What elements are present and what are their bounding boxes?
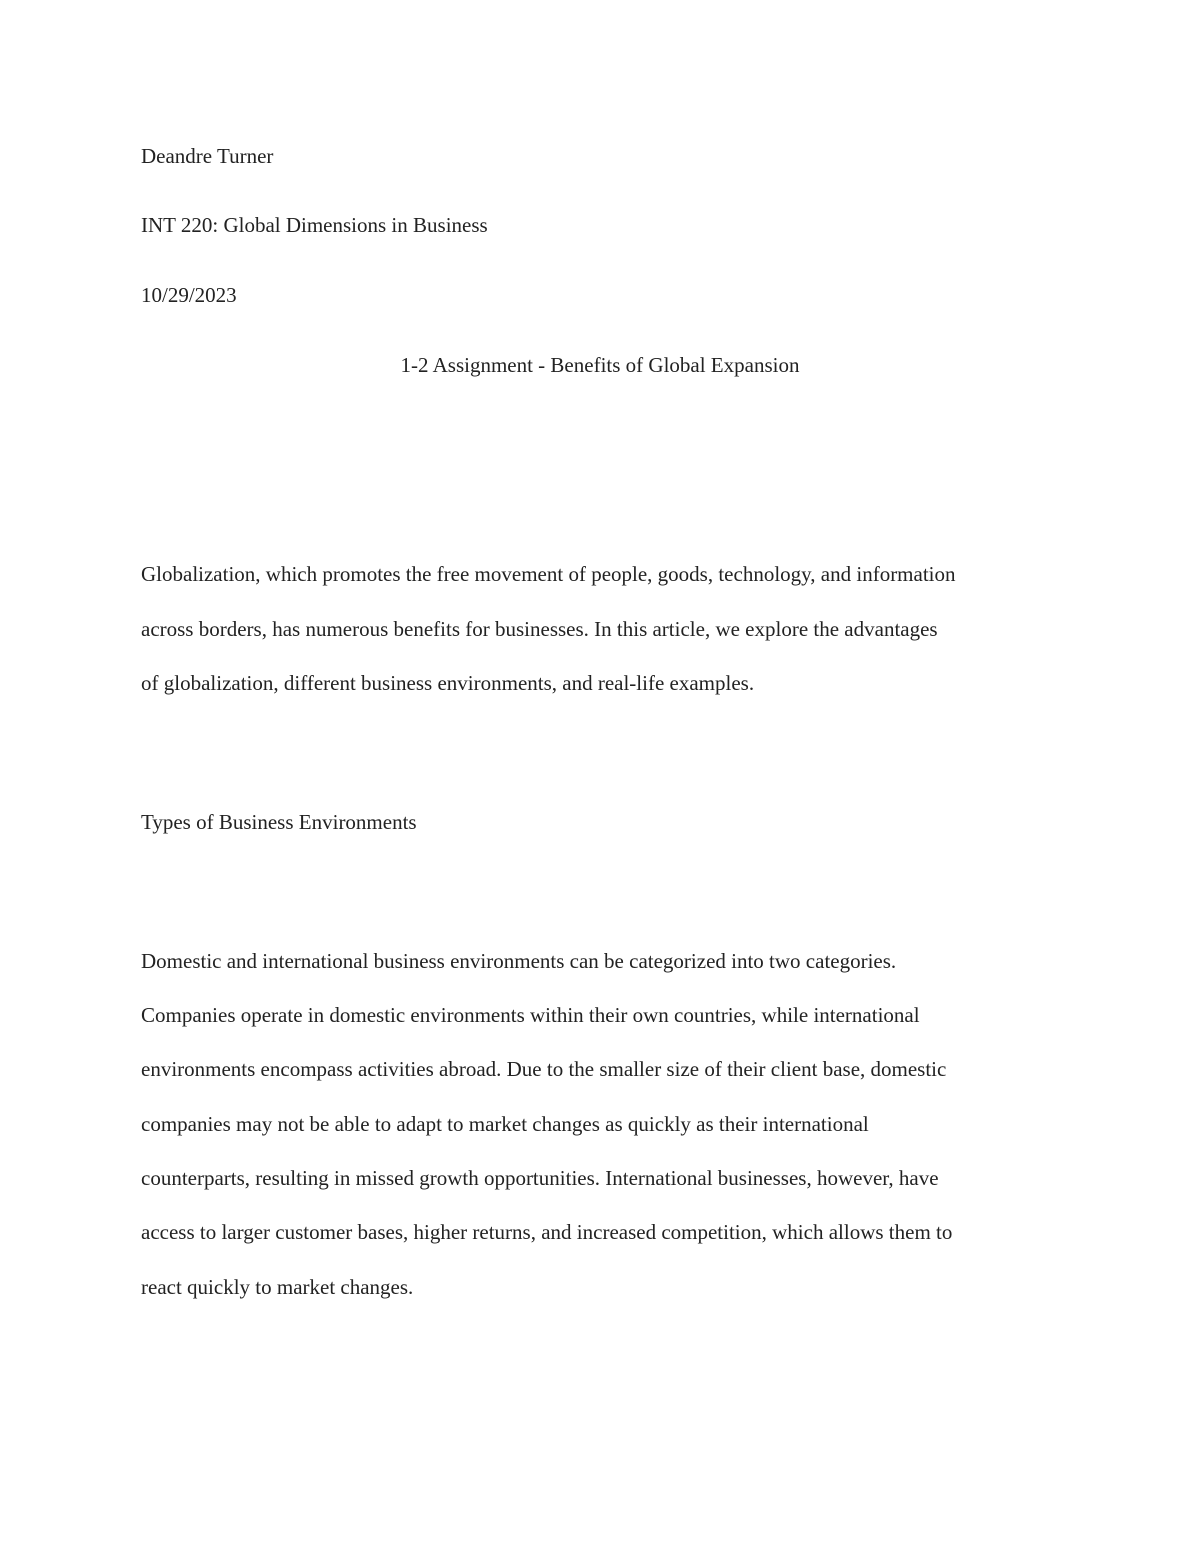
body-line: react quickly to market changes. <box>141 1275 414 1299</box>
section-heading: Types of Business Environments <box>141 810 417 834</box>
document-date: 10/29/2023 <box>141 283 237 307</box>
author-name: Deandre Turner <box>141 144 274 168</box>
body-line: Domestic and international business environments can be categorized into two categories. <box>141 949 897 973</box>
intro-line: Globalization, which promotes the free movement of people, goods, technology, and information <box>141 562 956 586</box>
intro-line: across borders, has numerous benefits for businesses. In this article, we explore the advantages <box>141 617 938 641</box>
document-title: 1-2 Assignment - Benefits of Global Expansion <box>400 353 800 377</box>
body-line: Companies operate in domestic environments within their own countries, while international <box>141 1003 920 1027</box>
intro-line: of globalization, different business environments, and real-life examples. <box>141 671 755 695</box>
body-line: environments encompass activities abroad. Due to the smaller size of their client base, domestic <box>141 1057 947 1081</box>
body-line: companies may not be able to adapt to market changes as quickly as their international <box>141 1112 869 1136</box>
body-line: access to larger customer bases, higher returns, and increased competition, which allows them to <box>141 1220 953 1244</box>
course-title: INT 220: Global Dimensions in Business <box>141 213 488 237</box>
body-line: counterparts, resulting in missed growth opportunities. International businesses, however, have <box>141 1166 939 1190</box>
